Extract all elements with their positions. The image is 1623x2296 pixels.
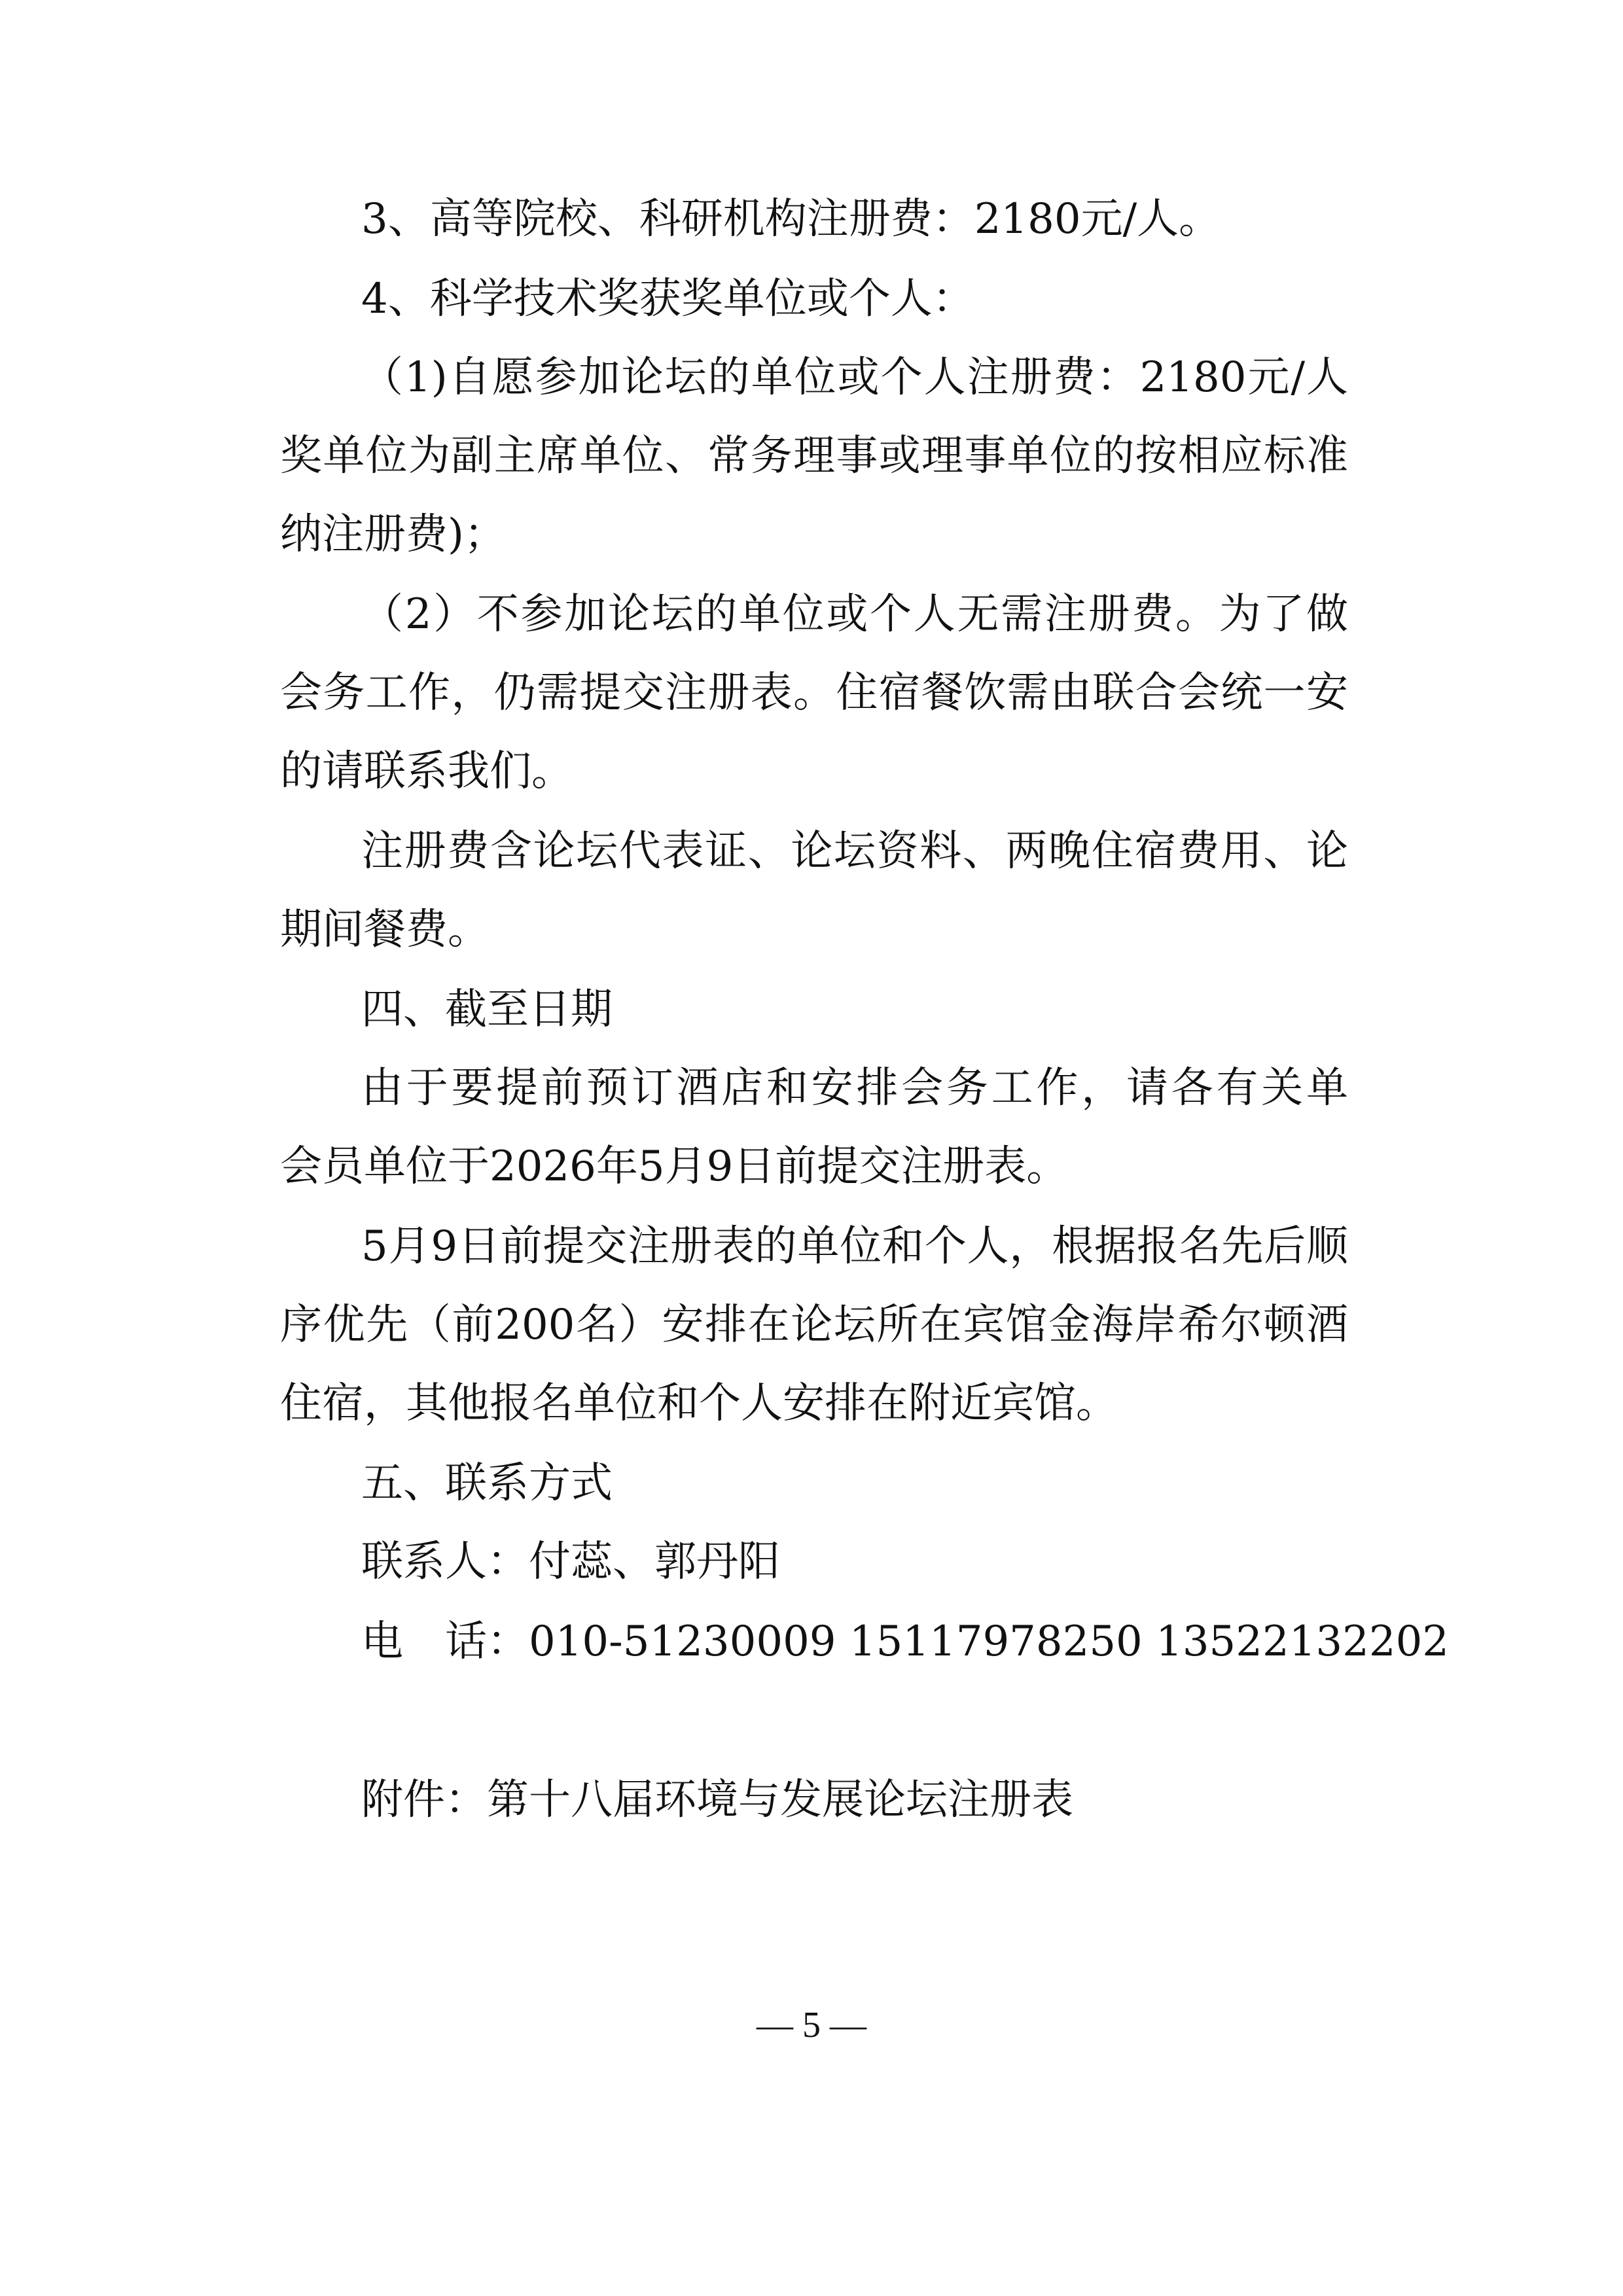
paragraph-deadline-line-1: 由于要提前预订酒店和安排会务工作，请各有关单 [361,1064,1348,1112]
paragraph-non-attending-line-3: 的请联系我们。 [280,747,573,796]
paragraph-award-winners: 4、科学技术奖获奖单位或个人： [361,275,974,323]
paragraph-non-attending-line-1: （2）不参加论坛的单位或个人无需注册费。为了做 [361,590,1348,639]
section-heading-deadline: 四、截至日期 [361,985,613,1034]
paragraph-fee-includes-line-2: 期间餐费。 [280,906,490,954]
paragraph-deadline-line-2: 会员单位于2026年5月9日前提交注册表。 [280,1142,1069,1191]
paragraph-accommodation-line-1: 5月9日前提交注册表的单位和个人，根据报名先后顺 [361,1222,1348,1271]
paragraph-voluntary-line-1: （1)自愿参加论坛的单位或个人注册费：2180元/人 [361,353,1348,402]
paragraph-non-attending-line-2: 会务工作，仍需提交注册表。住宿餐饮需由联合会统一安 [280,669,1348,717]
contact-persons: 联系人：付蕊、郭丹阳 [361,1538,780,1586]
paragraph-fee-universities: 3、高等院校、科研机构注册费：2180元/人。 [361,195,1221,243]
contact-phone: 电 话：010-51230009 15117978250 13522132202 [361,1617,1450,1666]
paragraph-voluntary-line-2: 奖单位为副主席单位、常务理事或理事单位的按相应标准 [280,432,1348,480]
paragraph-accommodation-line-3: 住宿，其他报名单位和个人安排在附近宾馆。 [280,1379,1118,1428]
section-heading-contact: 五、联系方式 [361,1459,613,1508]
paragraph-fee-includes-line-1: 注册费含论坛代表证、论坛资料、两晚住宿费用、论 [361,827,1348,875]
paragraph-voluntary-line-3: 纳注册费)； [280,510,506,559]
attachment-note: 附件：第十八届环境与发展论坛注册表 [361,1776,1073,1824]
paragraph-accommodation-line-2: 序优先（前200名）安排在论坛所在宾馆金海岸希尔顿酒 [280,1301,1348,1349]
page-number: — 5 — [757,2005,866,2045]
